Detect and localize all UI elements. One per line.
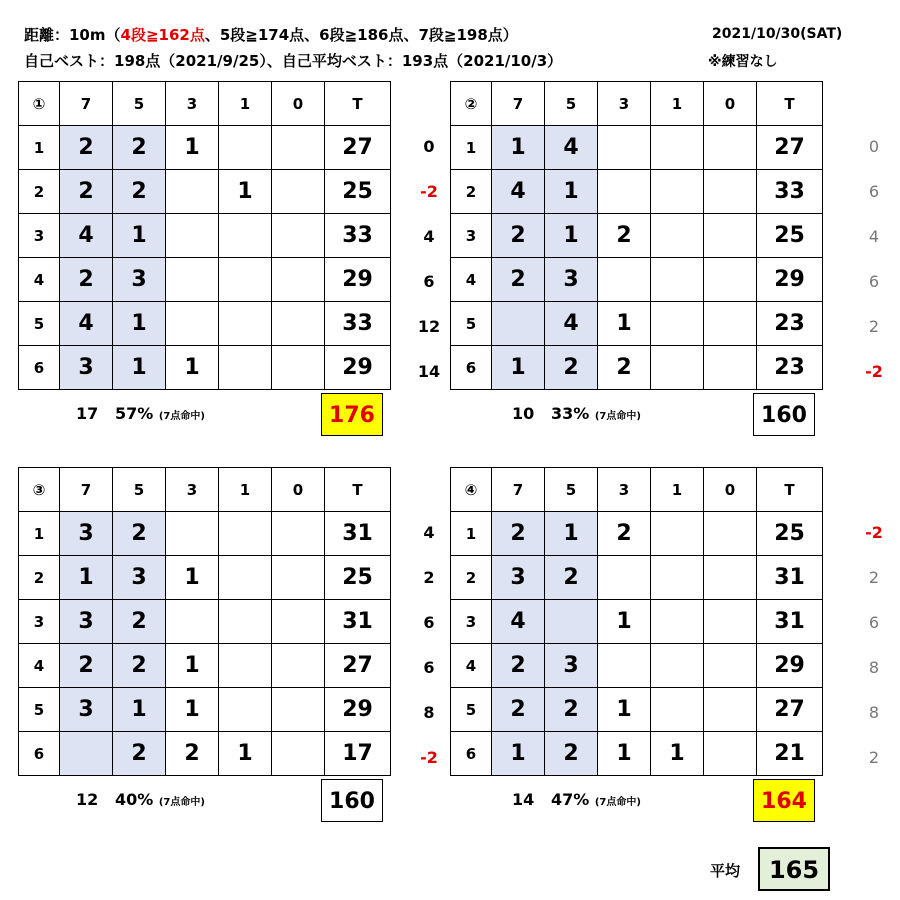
count-cell-1 (219, 600, 272, 644)
count-cell-3 (166, 170, 219, 214)
end-total: 29 (325, 258, 391, 302)
end-number: 3 (451, 214, 492, 258)
left-diff: 12 (417, 317, 441, 336)
round-3-table (18, 467, 391, 776)
count-cell-5: 2 (545, 688, 598, 732)
count-cell-0 (704, 732, 757, 776)
left-diff: 0 (423, 137, 435, 156)
count-cell-1 (219, 556, 272, 600)
end-total: 27 (757, 126, 823, 170)
count-cell-1: 1 (219, 170, 272, 214)
count-cell-7: 1 (492, 732, 545, 776)
count-cell-1: 1 (651, 732, 704, 776)
left-diff: 6 (423, 613, 435, 632)
end-total: 25 (325, 170, 391, 214)
table-row (19, 600, 391, 644)
end-number: 5 (19, 688, 60, 732)
end-total: 29 (757, 258, 823, 302)
count-cell-1 (219, 126, 272, 170)
column-header-0: 0 (272, 468, 325, 512)
table-row (19, 512, 391, 556)
count-cell-3: 1 (598, 600, 651, 644)
count-cell-1 (219, 512, 272, 556)
count-cell-7: 2 (60, 258, 113, 302)
end-number: 6 (19, 346, 60, 390)
column-header-T: T (325, 82, 391, 126)
end-number: 5 (19, 302, 60, 346)
count-cell-3: 2 (598, 346, 651, 390)
count-cell-7: 2 (60, 170, 113, 214)
end-number: 2 (451, 170, 492, 214)
count-cell-0 (272, 346, 325, 390)
count-cell-5: 2 (545, 732, 598, 776)
hit-percent: 33% (550, 404, 590, 423)
column-header-0: 0 (272, 82, 325, 126)
count-cell-5: 1 (113, 214, 166, 258)
table-row (451, 556, 823, 600)
count-cell-5: 2 (113, 170, 166, 214)
table-row (19, 170, 391, 214)
count-cell-7: 2 (60, 644, 113, 688)
end-total: 33 (325, 302, 391, 346)
end-number: 5 (451, 688, 492, 732)
count-cell-7: 4 (60, 302, 113, 346)
count-cell-5: 4 (545, 302, 598, 346)
right-diff: 4 (868, 227, 880, 246)
round-2-total: 160 (753, 393, 815, 436)
table-row (451, 214, 823, 258)
count-cell-5: 2 (113, 732, 166, 776)
count-cell-5: 4 (545, 126, 598, 170)
count-cell-5: 3 (113, 556, 166, 600)
round-2-table (450, 81, 823, 390)
count-cell-0 (272, 556, 325, 600)
count-cell-7: 4 (492, 170, 545, 214)
column-header-0: 0 (704, 468, 757, 512)
count-cell-1 (651, 688, 704, 732)
hit-note: (7点命中) (594, 797, 641, 808)
count-cell-0 (704, 512, 757, 556)
column-header-1: 1 (651, 468, 704, 512)
count-cell-3: 1 (598, 302, 651, 346)
column-header-T: T (757, 82, 823, 126)
end-total: 33 (757, 170, 823, 214)
count-cell-3: 1 (598, 732, 651, 776)
count-cell-0 (272, 126, 325, 170)
count-cell-1 (651, 302, 704, 346)
column-header-T: T (325, 468, 391, 512)
count-cell-7: 2 (492, 644, 545, 688)
count-cell-3 (598, 258, 651, 302)
count-cell-5 (545, 600, 598, 644)
count-cell-5: 1 (113, 346, 166, 390)
table-row (451, 644, 823, 688)
count-cell-5: 3 (545, 258, 598, 302)
count-cell-0 (272, 644, 325, 688)
average-score: 165 (758, 847, 830, 891)
end-total: 25 (325, 556, 391, 600)
hit-percent: 47% (550, 790, 590, 809)
hit-count: 12 (76, 790, 99, 809)
round-3-stats (76, 790, 205, 809)
round-1-total: 176 (321, 393, 383, 436)
left-diff: 4 (423, 227, 435, 246)
end-total: 23 (757, 346, 823, 390)
left-diff: 8 (423, 703, 435, 722)
count-cell-7: 2 (492, 512, 545, 556)
round-3-total: 160 (321, 779, 383, 822)
count-cell-7: 3 (60, 512, 113, 556)
count-cell-3: 1 (166, 346, 219, 390)
count-cell-3 (598, 556, 651, 600)
count-cell-3: 1 (166, 644, 219, 688)
left-diff: 2 (423, 568, 435, 587)
table-row (451, 258, 823, 302)
end-total: 31 (757, 600, 823, 644)
end-number: 2 (451, 556, 492, 600)
count-cell-3: 2 (166, 732, 219, 776)
count-cell-7: 2 (492, 688, 545, 732)
count-cell-5: 2 (113, 644, 166, 688)
count-cell-7: 2 (60, 126, 113, 170)
count-cell-7: 1 (492, 346, 545, 390)
column-header-5: 5 (113, 468, 166, 512)
count-cell-1 (651, 126, 704, 170)
count-cell-0 (272, 302, 325, 346)
column-header-3: 3 (598, 468, 651, 512)
hit-note: (7点命中) (158, 797, 205, 808)
left-diff: 6 (423, 658, 435, 677)
table-row (451, 346, 823, 390)
count-cell-0 (704, 126, 757, 170)
end-total: 31 (325, 512, 391, 556)
count-cell-3: 2 (598, 214, 651, 258)
table-row (19, 302, 391, 346)
table-row (19, 214, 391, 258)
table-row (19, 644, 391, 688)
right-diff: 2 (868, 317, 880, 336)
column-header-7: 7 (492, 82, 545, 126)
table-row (19, 688, 391, 732)
end-total: 29 (325, 688, 391, 732)
end-total: 29 (757, 644, 823, 688)
column-header-3: 3 (166, 468, 219, 512)
practice-note: ※練習なし (708, 54, 778, 70)
column-header-5: 5 (545, 468, 598, 512)
count-cell-7: 4 (60, 214, 113, 258)
count-cell-3 (598, 126, 651, 170)
end-number: 3 (19, 214, 60, 258)
end-number: 2 (19, 556, 60, 600)
count-cell-1: 1 (219, 732, 272, 776)
hit-note: (7点命中) (594, 411, 641, 422)
right-diff: -2 (865, 523, 883, 542)
count-cell-3 (166, 600, 219, 644)
left-diff: 6 (423, 272, 435, 291)
count-cell-5: 1 (113, 688, 166, 732)
count-cell-7: 2 (492, 214, 545, 258)
hit-count: 17 (76, 404, 99, 423)
table-row (451, 126, 823, 170)
column-header-5: 5 (113, 82, 166, 126)
count-cell-3 (166, 258, 219, 302)
end-number: 3 (451, 600, 492, 644)
end-number: 3 (19, 600, 60, 644)
count-cell-7: 3 (60, 688, 113, 732)
count-cell-3 (166, 302, 219, 346)
count-cell-0 (704, 302, 757, 346)
table-row (19, 556, 391, 600)
column-header-7: 7 (60, 468, 113, 512)
count-cell-3 (598, 170, 651, 214)
count-cell-5: 3 (545, 644, 598, 688)
end-number: 6 (451, 732, 492, 776)
hit-percent: 57% (114, 404, 154, 423)
column-header-0: 0 (704, 82, 757, 126)
hit-percent: 40% (114, 790, 154, 809)
count-cell-3: 1 (166, 126, 219, 170)
count-cell-3: 1 (598, 688, 651, 732)
count-cell-1 (219, 644, 272, 688)
end-total: 27 (325, 644, 391, 688)
count-cell-1 (651, 556, 704, 600)
table-row (451, 512, 823, 556)
count-cell-7: 1 (60, 556, 113, 600)
end-number: 4 (19, 644, 60, 688)
end-total: 25 (757, 512, 823, 556)
end-number: 5 (451, 302, 492, 346)
left-diff: -2 (420, 182, 438, 201)
count-cell-1 (651, 346, 704, 390)
right-diff: 6 (868, 182, 880, 201)
count-cell-1 (651, 258, 704, 302)
end-total: 33 (325, 214, 391, 258)
end-number: 1 (19, 126, 60, 170)
table-row (451, 732, 823, 776)
count-cell-1 (219, 346, 272, 390)
count-cell-3 (166, 512, 219, 556)
table-row (451, 688, 823, 732)
end-number: 1 (451, 126, 492, 170)
column-header-1: 1 (219, 82, 272, 126)
count-cell-5: 2 (113, 126, 166, 170)
count-cell-0 (272, 258, 325, 302)
end-number: 6 (19, 732, 60, 776)
end-number: 4 (451, 644, 492, 688)
column-header-1: 1 (651, 82, 704, 126)
column-header-7: 7 (60, 82, 113, 126)
count-cell-7 (492, 302, 545, 346)
table-row (19, 732, 391, 776)
count-cell-1 (651, 170, 704, 214)
column-header-7: 7 (492, 468, 545, 512)
end-total: 23 (757, 302, 823, 346)
count-cell-5: 1 (113, 302, 166, 346)
table-row (19, 346, 391, 390)
round-1-stats (76, 404, 205, 423)
round-label: ③ (19, 468, 60, 512)
count-cell-5: 1 (545, 214, 598, 258)
count-cell-0 (704, 600, 757, 644)
count-cell-0 (704, 688, 757, 732)
count-cell-1 (219, 214, 272, 258)
end-number: 1 (451, 512, 492, 556)
count-cell-7: 2 (492, 258, 545, 302)
table-header-row (451, 468, 823, 512)
count-cell-5: 2 (113, 600, 166, 644)
count-cell-0 (272, 512, 325, 556)
hit-count: 10 (512, 404, 535, 423)
count-cell-0 (704, 258, 757, 302)
count-cell-0 (704, 556, 757, 600)
right-diff: 8 (868, 703, 880, 722)
table-row (19, 258, 391, 302)
end-total: 27 (325, 126, 391, 170)
end-total: 17 (325, 732, 391, 776)
count-cell-7: 3 (60, 600, 113, 644)
count-cell-5: 1 (545, 170, 598, 214)
count-cell-1 (651, 644, 704, 688)
personal-best-info: 自己ベスト：198点（2021/9/25）、自己平均ベスト：193点（2021/10/3） (24, 52, 563, 70)
table-row (451, 302, 823, 346)
end-number: 4 (19, 258, 60, 302)
round-1-table (18, 81, 391, 390)
rank-thresholds: 、5段≧174点、6段≧186点、7段≧198点） (204, 26, 518, 44)
end-total: 31 (325, 600, 391, 644)
count-cell-0 (704, 170, 757, 214)
rank-threshold-4: 4段≧162点 (120, 26, 205, 44)
right-diff: 2 (868, 568, 880, 587)
distance-info (24, 24, 518, 45)
count-cell-0 (272, 170, 325, 214)
count-cell-5: 2 (113, 512, 166, 556)
round-label: ② (451, 82, 492, 126)
count-cell-1 (651, 512, 704, 556)
end-number: 4 (451, 258, 492, 302)
right-diff: 2 (868, 748, 880, 767)
hit-count: 14 (512, 790, 535, 809)
count-cell-5: 3 (113, 258, 166, 302)
count-cell-5: 2 (545, 556, 598, 600)
count-cell-0 (272, 600, 325, 644)
count-cell-0 (704, 214, 757, 258)
right-diff: 8 (868, 658, 880, 677)
table-header-row (451, 82, 823, 126)
round-label: ① (19, 82, 60, 126)
count-cell-7: 4 (492, 600, 545, 644)
count-cell-3 (166, 214, 219, 258)
right-diff: 6 (868, 613, 880, 632)
round-4-stats (512, 790, 641, 809)
count-cell-5: 1 (545, 512, 598, 556)
count-cell-3 (598, 644, 651, 688)
end-number: 6 (451, 346, 492, 390)
count-cell-7: 3 (60, 346, 113, 390)
table-row (19, 126, 391, 170)
end-total: 27 (757, 688, 823, 732)
hit-note: (7点命中) (158, 411, 205, 422)
count-cell-1 (651, 214, 704, 258)
round-4-total: 164 (753, 779, 815, 822)
count-cell-1 (219, 688, 272, 732)
count-cell-5: 2 (545, 346, 598, 390)
table-header-row (19, 468, 391, 512)
round-2-stats (512, 404, 641, 423)
distance-text: 距離：10m（ (24, 26, 121, 44)
count-cell-0 (704, 346, 757, 390)
average-label: 平均 (710, 862, 741, 880)
count-cell-0 (272, 688, 325, 732)
count-cell-3: 1 (166, 688, 219, 732)
left-diff: -2 (420, 748, 438, 767)
column-header-3: 3 (166, 82, 219, 126)
end-number: 1 (19, 512, 60, 556)
end-number: 2 (19, 170, 60, 214)
count-cell-0 (272, 732, 325, 776)
column-header-3: 3 (598, 82, 651, 126)
count-cell-3: 2 (598, 512, 651, 556)
column-header-1: 1 (219, 468, 272, 512)
end-total: 25 (757, 214, 823, 258)
end-total: 21 (757, 732, 823, 776)
round-label: ④ (451, 468, 492, 512)
column-header-5: 5 (545, 82, 598, 126)
table-header-row (19, 82, 391, 126)
right-diff: 6 (868, 272, 880, 291)
round-4-table (450, 467, 823, 776)
right-diff: -2 (865, 362, 883, 381)
left-diff: 14 (417, 362, 441, 381)
count-cell-1 (219, 302, 272, 346)
count-cell-0 (272, 214, 325, 258)
count-cell-0 (704, 644, 757, 688)
count-cell-3: 1 (166, 556, 219, 600)
table-row (451, 600, 823, 644)
session-date: 2021/10/30(SAT) (712, 26, 843, 42)
end-total: 31 (757, 556, 823, 600)
count-cell-7: 3 (492, 556, 545, 600)
table-row (451, 170, 823, 214)
end-total: 29 (325, 346, 391, 390)
count-cell-7 (60, 732, 113, 776)
right-diff: 0 (868, 137, 880, 156)
count-cell-7: 1 (492, 126, 545, 170)
column-header-T: T (757, 468, 823, 512)
left-diff: 4 (423, 523, 435, 542)
count-cell-1 (651, 600, 704, 644)
count-cell-1 (219, 258, 272, 302)
